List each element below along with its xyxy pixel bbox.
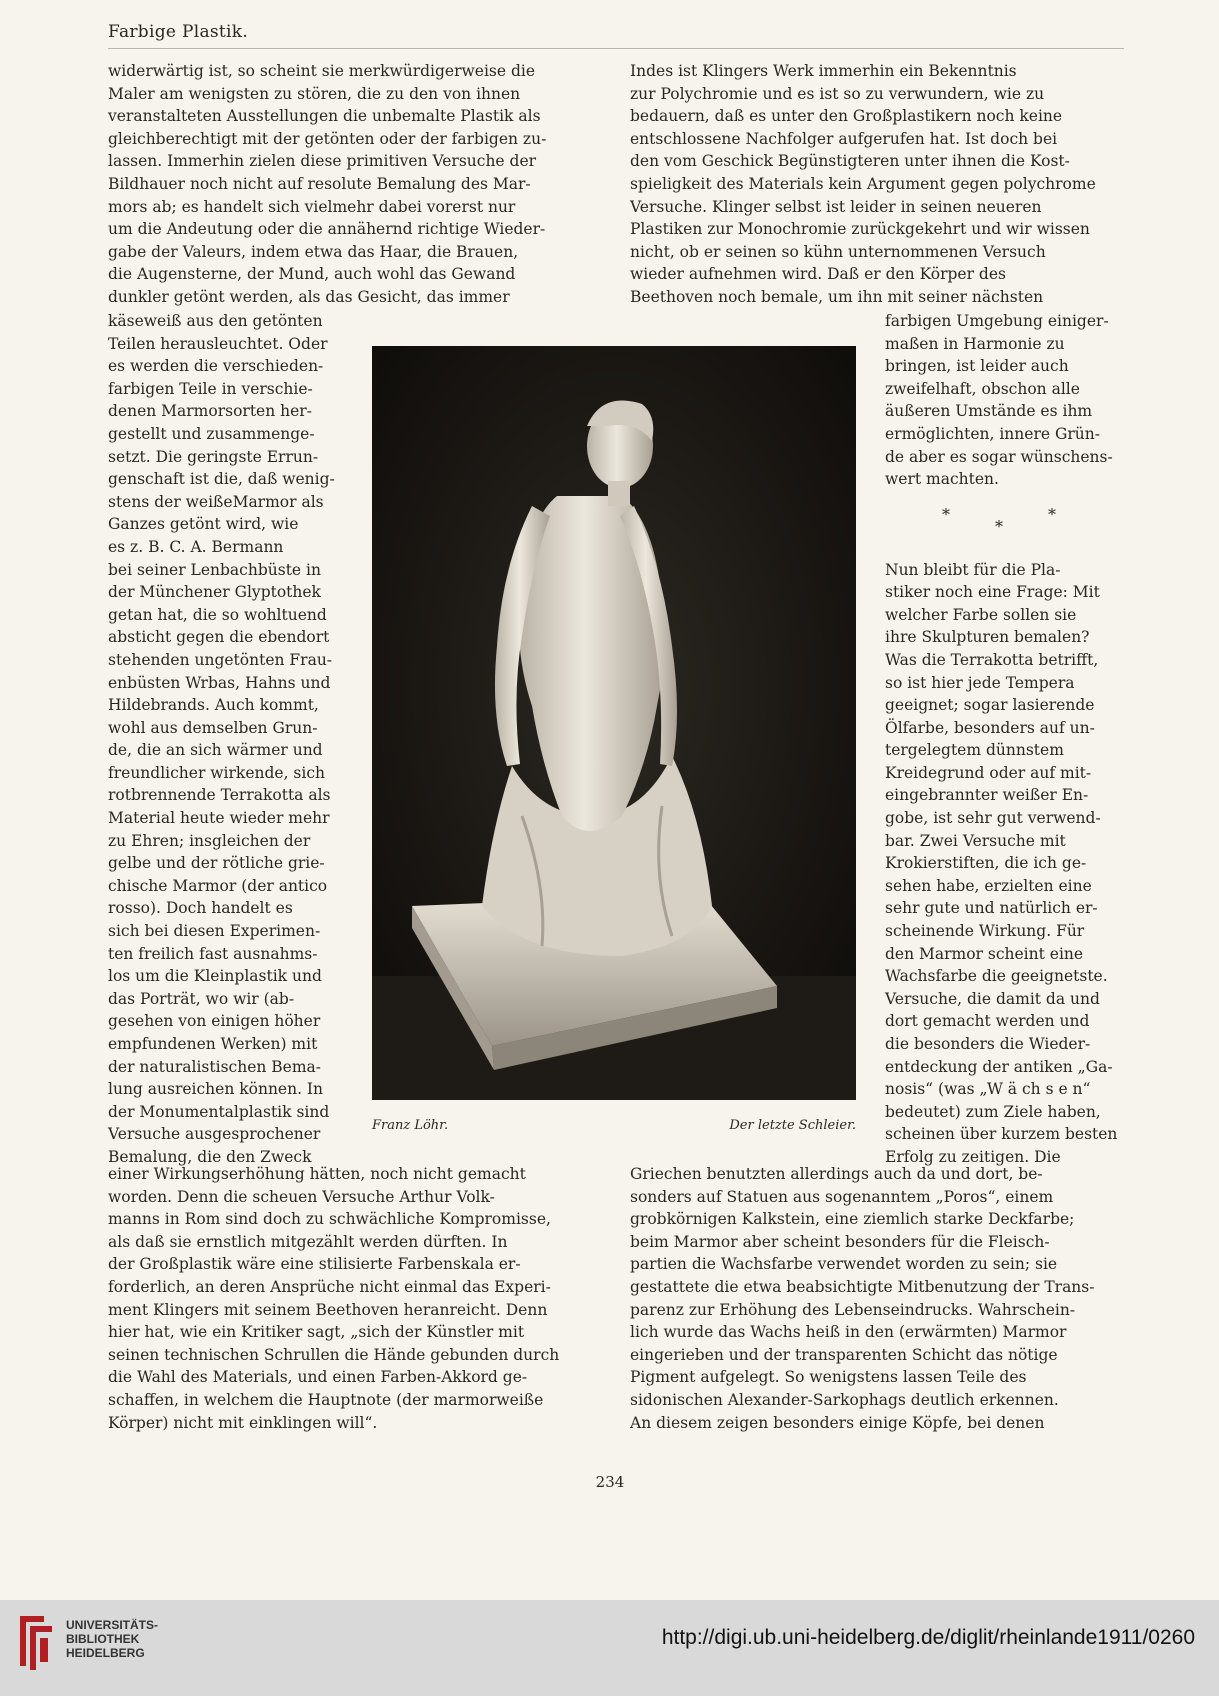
- library-logo-icon: [14, 1612, 56, 1672]
- left-column-bottom-text: einer Wirkungserhöhung hätten, noch nicht gemacht worden. Denn die scheuen Versuche Arthur Volk- manns in Rom sind doch zu schwächliche Kompromisse, als daß sie ernstlich mitgezählt werden dürften. In der Großplastik wäre eine stilisierte Farbenskala er- forderlich, an deren Ansprüche nicht einmal das Experi- ment Klingers mit seinem Beethoven heranreicht. Denn hier hat, wie ein Kritiker sagt, „sich der Künstler mit seinen technischen Schrullen die Hände gebunden durch die Wahl des Materials, und einen Farben-Akkord ge- schaffen, in welchem die Hauptnote (der marmorweiße Körper) nicht mit einklingen will“.: [108, 1165, 560, 1432]
- right-column-side-text: farbigen Umgebung einiger- maßen in Harmonie zu bringen, ist leider auch zweifelhaft, obschon alle äußeren Umstände es ihm ermöglichten, innere Grün- de aber es sogar wünschens- wert machten. Nun bleibt für die Pla- stiker noch eine Frage: Mit welcher Farbe sollen sie ihre Skulpturen bemalen? Was die Terrakotta betrifft, so ist hier jede Tempera geeignet; sogar lasierende Ölfarbe, besonders auf un- tergelegtem dünnstem Kreidegrund oder auf mit- eingebrannter weißer En- gobe, ist sehr gut verwend- bar. Zwei Versuche mit Krokierstiften, die ich ge- sehen habe, erzielten eine sehr gute und natürlich er- scheinende Wirkung. Für den Marmor scheint eine Wachsfarbe die geeignetste. Versuche, die damit da und dort gemacht werden und die besonders die Wieder- entdeckung der antiken „Ga- nosis“ (was „W ä ch s e n“ bedeutet) zum Ziele haben, scheinen über kurzem besten Erfolg zu zeitigen. Die: [885, 312, 1118, 1166]
- right-column-bottom-text: Griechen benutzten allerdings auch da und dort, be- sonders auf Statuen aus sogenanntem „Poros“, einem grobkörnigen Kalkstein, eine ziemlich starke Deckfarbe; beim Marmor aber scheint besonders für die Fleisch- partien die Wachsfarbe verwendet worden zu sein; sie gestattete die etwa beabsichtigte Mitbenutzung der Trans- parenz zur Erhöhung des Lebenseindrucks. Wahrschein- lich wurde das Wachs heiß in den (erwärmten) Marmor eingerieben und der transparenten Schicht das nötige Pigment aufgelegt. So wenigstens lassen Teile des sidonischen Alexander-Sarkophags deutlich erkennen. An diesem zeigen besonders einige Köpfe, bei denen: [630, 1165, 1095, 1432]
- left-column-top-text: widerwärtig ist, so scheint sie merkwürdigerweise die Maler am wenigsten zu stören, die zu den von ihnen veranstalteten Ausstellungen die unbemalte Plastik als gleichberechtigt mit der getönten oder der farbigen zu- lassen. Immerhin zielen diese primitiven Versuche der Bildhauer noch nicht auf resolute Bemalung des Mar- mors ab; es handelt sich vielmehr dabei vorerst nur um die Andeutung oder die annähernd richtige Wieder- gabe der Valeurs, indem etwa das Haar, die Brauen, die Augensterne, der Mund, auch wohl das Gewand dunkler getönt werden, als das Gesicht, das immer: [108, 62, 547, 306]
- section-separator: [930, 505, 1090, 545]
- library-name: UNIVERSITÄTS- BIBLIOTHEK HEIDELBERG: [66, 1618, 159, 1660]
- separator-asterisk-left: *: [942, 505, 950, 524]
- figure-caption-artist: Franz Löhr.: [372, 1118, 449, 1133]
- figure-caption-title: Der letzte Schleier.: [729, 1118, 856, 1133]
- sculpture-illustration: [372, 346, 856, 1100]
- left-column-side-text: käseweiß aus den getönten Teilen herausleuchtet. Oder es werden die verschieden- farbigen Teile in verschie- denen Marmorsorten her- gestellt und zusammenge- setzt. Die geringste Errun- genschaft ist die, daß wenig- stens der weißeMarmor als Ganzes getönt wird, wie es z. B. C. A. Bermann bei seiner Lenbachbüste in der Münchener Glyptothek getan hat, die so wohltuend absticht gegen die ebendort stehenden ungetönten Frau- enbüsten Wrbas, Hahns und Hildebrands. Auch kommt, wohl aus demselben Grun- de, die an sich wärmer und freundlicher wirkende, sich rotbrennende Terrakotta als Material heute wieder mehr zu Ehren; insgleichen der gelbe und der rötliche grie- chische Marmor (der antico rosso). Doch handelt es sich bei diesen Experimen- ten freilich fast ausnahms- los um die Kleinplastik und das Porträt, wo wir (ab- gesehen von einigen höher empfundenen Werken) mit der naturalistischen Bema- lung ausreichen können. In der Monumentalplastik sind Versuche ausgesprochener Bemalung, die den Zweck: [108, 312, 335, 1166]
- separator-asterisk-center: *: [995, 517, 1003, 536]
- sculpture-photograph: [372, 346, 856, 1100]
- header-rule: [108, 48, 1124, 49]
- digitization-footer: [0, 1600, 1219, 1696]
- running-title: Farbige Plastik.: [108, 22, 249, 42]
- source-url-link[interactable]: http://digi.ub.uni-heidelberg.de/diglit/rheinlande1911/0260: [661, 1626, 1195, 1649]
- right-column-top-text: Indes ist Klingers Werk immerhin ein Bekenntnis zur Polychromie und es ist so zu verwundern, wie zu bedauern, daß es unter den Großplastikern noch keine entschlossene Nachfolger aufgerufen hat. Ist doch bei den vom Geschick Begünstigteren unter ihnen die Kost- spieligkeit des Materials kein Argument gegen polychrome Versuche. Klinger selbst ist leider in seinen neueren Plastiken zur Monochromie zurückgekehrt und wir wissen nicht, ob er seinen so kühn unternommenen Versuch wieder aufnehmen wird. Daß er den Körper des Beethoven noch bemale, um ihn mit seiner nächsten: [630, 62, 1096, 306]
- page-number: 234: [595, 1473, 625, 1491]
- separator-asterisk-right: *: [1048, 505, 1056, 524]
